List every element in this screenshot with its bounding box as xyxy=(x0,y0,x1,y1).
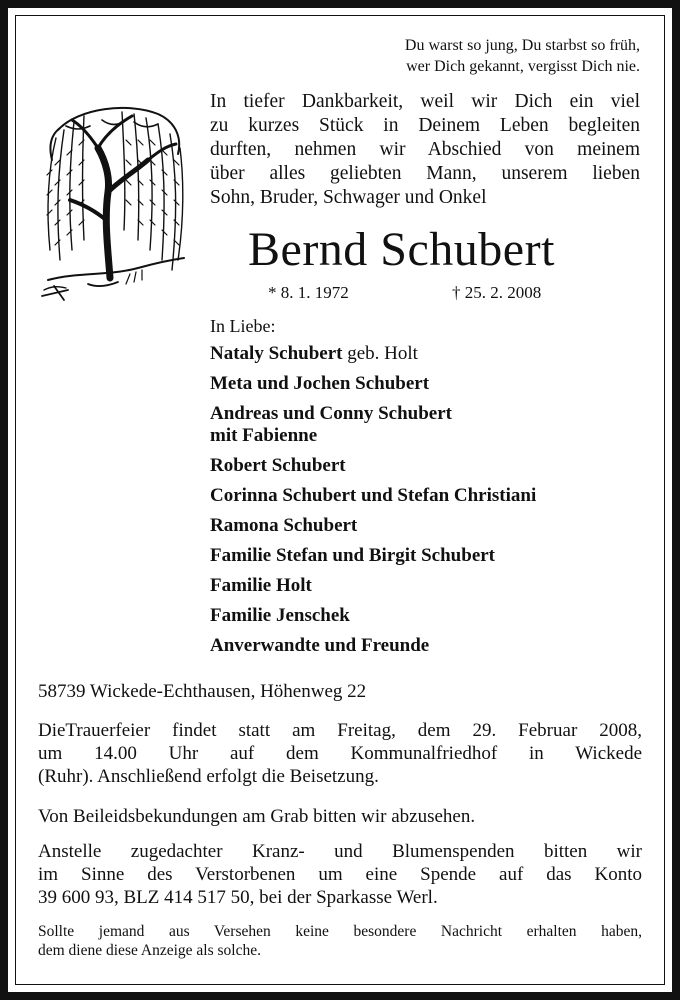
funeral-line: (Ruhr). Anschließend erfolgt die Beisetzung. xyxy=(38,766,379,787)
mourner: Familie Holt xyxy=(210,575,312,596)
poem-line: Du warst so jung, Du starbst so früh, xyxy=(404,37,640,54)
donation-line: im Sinne des Verstorbenen um eine Spende auf das Konto xyxy=(38,864,642,885)
birth-date: * 8. 1. 1972 xyxy=(268,283,349,302)
mourner-maiden-name: geb. Holt xyxy=(347,343,418,364)
deceased-name: Bernd Schubert xyxy=(248,223,555,276)
mourner: Robert Schubert xyxy=(210,455,346,476)
in-love-label: In Liebe: xyxy=(210,316,276,336)
mourner: Familie Stefan und Birgit Schubert xyxy=(210,545,496,566)
footnote xyxy=(38,922,642,960)
donation-line: Anstelle zugedachter Kranz- und Blumenspenden bitten wir xyxy=(38,841,642,862)
intro-line: durften, nehmen wir Abschied von meinem xyxy=(210,139,640,160)
mourner-line: mit Fabienne xyxy=(210,425,318,446)
mourner: Corinna Schubert und Stefan Christiani xyxy=(210,485,537,506)
mourner xyxy=(210,343,536,365)
intro-line: In tiefer Dankbarkeit, weil wir Dich ein viel xyxy=(210,91,640,112)
mourner: Anverwandte und Freunde xyxy=(210,635,430,656)
intro-text xyxy=(210,90,640,210)
mourners-list xyxy=(210,343,536,665)
funeral-notice xyxy=(38,719,642,788)
funeral-line: DieTrauerfeier findet statt am Freitag, dem 29. Februar 2008, xyxy=(38,720,642,741)
weeping-willow-icon xyxy=(38,100,188,320)
poem xyxy=(405,35,640,77)
footnote-line: Sollte jemand aus Versehen keine besondere Nachricht erhalten haben, xyxy=(38,923,642,940)
death-date: † 25. 2. 2008 xyxy=(452,283,542,302)
condolence-notice: Von Beileidsbekundungen am Grab bitten wir abzusehen. xyxy=(38,806,476,827)
intro-line: über alles geliebten Mann, unserem lieben xyxy=(210,163,640,184)
footnote-line: dem diene diese Anzeige als solche. xyxy=(38,942,261,959)
donation-notice xyxy=(38,840,642,909)
funeral-line: um 14.00 Uhr auf dem Kommunalfriedhof in Wickede xyxy=(38,743,642,764)
donation-line: 39 600 93, BLZ 414 517 50, bei der Sparkasse Werl. xyxy=(38,887,438,908)
mourner: Meta und Jochen Schubert xyxy=(210,373,430,394)
intro-line: Sohn, Bruder, Schwager und Onkel xyxy=(210,187,487,208)
poem-line: wer Dich gekannt, vergisst Dich nie. xyxy=(406,58,640,75)
address: 58739 Wickede-Echthausen, Höhenweg 22 xyxy=(38,681,367,702)
intro-line: zu kurzes Stück in Deinem Leben begleiten xyxy=(210,115,640,136)
mourner-name: Nataly Schubert xyxy=(210,343,343,364)
mourner xyxy=(210,403,536,447)
mourner: Ramona Schubert xyxy=(210,515,358,536)
mourner: Familie Jenschek xyxy=(210,605,350,626)
mourner-line: Andreas und Conny Schubert xyxy=(210,403,452,424)
